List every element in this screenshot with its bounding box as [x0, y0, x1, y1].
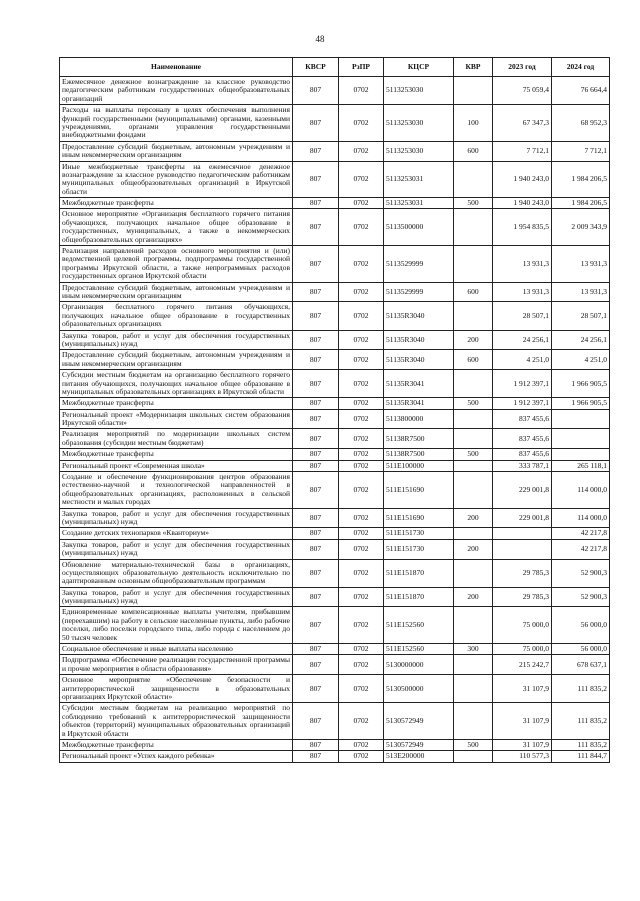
row-rzpr: 0702 — [339, 302, 384, 330]
row-value-2024: 4 251,0 — [552, 350, 610, 370]
row-rzpr: 0702 — [339, 539, 384, 559]
row-name: Региональный проект «Успех каждого ребенка» — [60, 751, 293, 762]
row-kcsr: 511E151690 — [384, 508, 454, 528]
row-kcsr: 5113800000 — [384, 409, 454, 429]
row-name: Региональный проект «Модернизация школьных систем образования Иркутской области» — [60, 409, 293, 429]
row-value-2023: 13 931,3 — [493, 246, 552, 283]
table-row — [60, 449, 610, 460]
table-row — [60, 655, 610, 675]
row-kvr — [454, 302, 493, 330]
row-kvr: 500 — [454, 398, 493, 409]
row-name: Создание детских технопарков «Кванториум» — [60, 528, 293, 539]
row-value-2023: 1 912 397,1 — [493, 398, 552, 409]
row-kvr — [454, 161, 493, 198]
row-kvsr: 807 — [293, 559, 339, 587]
row-value-2024: 114 000,0 — [552, 472, 610, 509]
row-name: Межбюджетные трансферты — [60, 449, 293, 460]
row-kvr — [454, 460, 493, 471]
row-rzpr: 0702 — [339, 429, 384, 449]
row-kvsr: 807 — [293, 655, 339, 675]
row-name: Расходы на выплаты персоналу в целях обеспечения выполнения функций государственными (муниципальными) органами, казенными учреждениями, органами управления государственными внебюджетными фондами — [60, 105, 293, 142]
row-kvr — [454, 429, 493, 449]
row-kvsr: 807 — [293, 161, 339, 198]
row-kcsr: 51138R7500 — [384, 449, 454, 460]
row-kvsr: 807 — [293, 429, 339, 449]
table-row — [60, 370, 610, 398]
table-row — [60, 539, 610, 559]
table-row — [60, 460, 610, 471]
row-value-2023: 215 242,7 — [493, 655, 552, 675]
page-number: 48 — [315, 34, 325, 44]
row-kcsr: 5113529999 — [384, 282, 454, 302]
row-rzpr: 0702 — [339, 105, 384, 142]
row-value-2023 — [493, 528, 552, 539]
table-row — [60, 141, 610, 161]
row-name: Межбюджетные трансферты — [60, 398, 293, 409]
table-row — [60, 703, 610, 740]
row-kcsr: 5130000000 — [384, 655, 454, 675]
row-kvsr: 807 — [293, 282, 339, 302]
row-value-2023: 24 256,1 — [493, 330, 552, 350]
table-row — [60, 409, 610, 429]
row-kvsr: 807 — [293, 675, 339, 703]
row-name: Ежемесячное денежное вознаграждение за классное руководство педагогическим работникам государственных общеобразовательных организаций — [60, 77, 293, 105]
header-kvsr: КВСР — [293, 58, 339, 77]
row-value-2024: 7 712,1 — [552, 141, 610, 161]
row-rzpr: 0702 — [339, 587, 384, 607]
row-value-2024: 1 984 206,5 — [552, 198, 610, 209]
row-kcsr: 5113500000 — [384, 209, 454, 246]
table-row — [60, 246, 610, 283]
row-name: Иные межбюджетные трансферты на ежемесячное денежное вознаграждение за классное руководство педагогическим работникам муниципальных общеобразовательных организаций в Иркутской области — [60, 161, 293, 198]
header-name: Наименование — [60, 58, 293, 77]
row-kvr — [454, 703, 493, 740]
row-kvr — [454, 77, 493, 105]
row-value-2024: 76 664,4 — [552, 77, 610, 105]
row-value-2024: 24 256,1 — [552, 330, 610, 350]
row-kvsr: 807 — [293, 528, 339, 539]
row-kvr: 200 — [454, 330, 493, 350]
row-kcsr: 513E200000 — [384, 751, 454, 762]
row-value-2024: 42 217,8 — [552, 528, 610, 539]
row-value-2024: 52 900,3 — [552, 559, 610, 587]
row-rzpr: 0702 — [339, 330, 384, 350]
table-row — [60, 751, 610, 762]
row-kvsr: 807 — [293, 350, 339, 370]
row-kcsr: 51135R3041 — [384, 398, 454, 409]
row-kvr — [454, 409, 493, 429]
row-value-2024: 56 000,0 — [552, 607, 610, 644]
row-kvr: 600 — [454, 350, 493, 370]
table-row — [60, 472, 610, 509]
row-rzpr: 0702 — [339, 559, 384, 587]
row-value-2023: 1 940 243,0 — [493, 161, 552, 198]
row-value-2024: 13 931,3 — [552, 282, 610, 302]
row-name: Предоставление субсидий бюджетным, автономным учреждениям и иным некоммерческим организациям — [60, 282, 293, 302]
row-name: Субсидии местным бюджетам на организацию бесплатного горячего питания обучающихся, получающих начальное общее образование в муниципальных образовательных организациях в Иркутской области — [60, 370, 293, 398]
row-kvsr: 807 — [293, 141, 339, 161]
row-name: Закупка товаров, работ и услуг для обеспечения государственных (муниципальных) нужд — [60, 508, 293, 528]
row-name: Закупка товаров, работ и услуг для обеспечения государственных (муниципальных) нужд — [60, 539, 293, 559]
row-kcsr: 511E100000 — [384, 460, 454, 471]
row-kcsr: 511E151730 — [384, 539, 454, 559]
row-kcsr: 511E152560 — [384, 607, 454, 644]
row-value-2023: 7 712,1 — [493, 141, 552, 161]
row-rzpr: 0702 — [339, 141, 384, 161]
row-kvsr: 807 — [293, 703, 339, 740]
row-kvsr: 807 — [293, 209, 339, 246]
row-kcsr: 51135R3040 — [384, 302, 454, 330]
row-kcsr: 51138R7500 — [384, 429, 454, 449]
row-name: Социальное обеспечение и иные выплаты населению — [60, 644, 293, 655]
row-rzpr: 0702 — [339, 644, 384, 655]
row-value-2023: 31 107,9 — [493, 675, 552, 703]
row-kcsr: 511E151870 — [384, 559, 454, 587]
row-kvr: 100 — [454, 105, 493, 142]
row-value-2024: 114 000,0 — [552, 508, 610, 528]
row-value-2023: 1 940 243,0 — [493, 198, 552, 209]
row-value-2023: 75 059,4 — [493, 77, 552, 105]
row-value-2024: 678 637,1 — [552, 655, 610, 675]
row-kcsr: 511E151730 — [384, 528, 454, 539]
row-rzpr: 0702 — [339, 198, 384, 209]
row-value-2024 — [552, 449, 610, 460]
table-row — [60, 198, 610, 209]
row-kvsr: 807 — [293, 539, 339, 559]
row-name: Основное мероприятие «Организация бесплатного горячего питания обучающихся, получающих начальное общее образование в государственных, муниципальных, а также в некоммерческих общеобразовательных организациях» — [60, 209, 293, 246]
table-row — [60, 330, 610, 350]
budget-table — [59, 57, 610, 763]
row-name: Единовременные компенсационные выплаты учителям, прибывшим (переехавшим) на работу в сельские населенные пункты, либо рабочие поселки, либо поселки городского типа, либо города с населением до 50 тысяч человек — [60, 607, 293, 644]
row-rzpr: 0702 — [339, 703, 384, 740]
table-row — [60, 607, 610, 644]
row-kcsr: 5113253030 — [384, 77, 454, 105]
row-kvr: 200 — [454, 539, 493, 559]
row-name: Организация бесплатного горячего питания обучающихся, получающих начальное общее образование в государственных образовательных организациях — [60, 302, 293, 330]
row-value-2023: 31 107,9 — [493, 739, 552, 750]
row-kvr: 500 — [454, 739, 493, 750]
header-rzpr: РзПР — [339, 58, 384, 77]
row-kvsr: 807 — [293, 105, 339, 142]
row-kvsr: 807 — [293, 246, 339, 283]
row-kvsr: 807 — [293, 449, 339, 460]
row-value-2023 — [493, 539, 552, 559]
header-kvr: КВР — [454, 58, 493, 77]
row-rzpr: 0702 — [339, 675, 384, 703]
row-kvr: 600 — [454, 282, 493, 302]
table-row — [60, 739, 610, 750]
row-value-2023: 31 107,9 — [493, 703, 552, 740]
row-value-2023: 837 455,6 — [493, 449, 552, 460]
table-row — [60, 398, 610, 409]
row-name: Закупка товаров, работ и услуг для обеспечения государственных (муниципальных) нужд — [60, 330, 293, 350]
row-kvr — [454, 246, 493, 283]
row-kvr — [454, 528, 493, 539]
row-value-2024: 111 844,7 — [552, 751, 610, 762]
table-row — [60, 528, 610, 539]
row-value-2023: 1 954 835,5 — [493, 209, 552, 246]
row-value-2024: 2 009 343,9 — [552, 209, 610, 246]
row-rzpr: 0702 — [339, 282, 384, 302]
row-value-2023: 67 347,3 — [493, 105, 552, 142]
header-kcsr: КЦСР — [384, 58, 454, 77]
row-name: Субсидии местным бюджетам на реализацию мероприятий по соблюдению требований к антитеррористической защищенности объектов (территорий) муниципальных образовательных организаций в Иркутской области — [60, 703, 293, 740]
row-kvsr: 807 — [293, 587, 339, 607]
row-kvr — [454, 607, 493, 644]
row-value-2023: 13 931,3 — [493, 282, 552, 302]
row-kvsr: 807 — [293, 198, 339, 209]
row-kvsr: 807 — [293, 739, 339, 750]
row-kcsr: 51135R3041 — [384, 370, 454, 398]
row-value-2024: 1 984 206,5 — [552, 161, 610, 198]
table-row — [60, 350, 610, 370]
row-value-2024: 265 118,1 — [552, 460, 610, 471]
row-name: Региональный проект «Современная школа» — [60, 460, 293, 471]
row-name: Основное мероприятие «Обеспечение безопасности и антитеррористической защищенности в образовательных организациях Иркутской области» — [60, 675, 293, 703]
row-kvr: 200 — [454, 508, 493, 528]
row-rzpr: 0702 — [339, 472, 384, 509]
row-name: Межбюджетные трансферты — [60, 198, 293, 209]
table-row — [60, 161, 610, 198]
row-kcsr: 5113529999 — [384, 246, 454, 283]
row-rzpr: 0702 — [339, 409, 384, 429]
row-value-2023: 229 001,8 — [493, 508, 552, 528]
row-name: Предоставление субсидий бюджетным, автономным учреждениям и иным некоммерческим организациям — [60, 350, 293, 370]
row-name: Реализация мероприятий по модернизации школьных систем образования (субсидии местным бюджетам) — [60, 429, 293, 449]
row-value-2023: 75 000,0 — [493, 607, 552, 644]
table-row — [60, 559, 610, 587]
row-value-2023: 4 251,0 — [493, 350, 552, 370]
row-name: Создание и обеспечение функционирования центров образования естественно-научной и технологической направленностей в общеобразовательных организациях, расположенных в сельской местности и малых городах — [60, 472, 293, 509]
row-kvsr: 807 — [293, 607, 339, 644]
table-row — [60, 77, 610, 105]
row-value-2023: 29 785,3 — [493, 587, 552, 607]
row-value-2024: 111 835,2 — [552, 739, 610, 750]
row-kvsr: 807 — [293, 644, 339, 655]
row-value-2023: 1 912 397,1 — [493, 370, 552, 398]
row-value-2023: 229 001,8 — [493, 472, 552, 509]
row-kvsr: 807 — [293, 472, 339, 509]
row-kcsr: 51135R3040 — [384, 350, 454, 370]
table-row — [60, 644, 610, 655]
row-value-2023: 333 787,1 — [493, 460, 552, 471]
row-rzpr: 0702 — [339, 370, 384, 398]
row-value-2024: 13 931,3 — [552, 246, 610, 283]
row-rzpr: 0702 — [339, 751, 384, 762]
row-kcsr: 511E152560 — [384, 644, 454, 655]
row-kvr: 500 — [454, 198, 493, 209]
row-kvr — [454, 655, 493, 675]
row-kcsr: 5130572949 — [384, 703, 454, 740]
row-kvr — [454, 675, 493, 703]
row-value-2024: 68 952,3 — [552, 105, 610, 142]
row-value-2024: 1 966 905,5 — [552, 370, 610, 398]
row-value-2024: 111 835,2 — [552, 675, 610, 703]
row-value-2024: 42 217,8 — [552, 539, 610, 559]
row-kvsr: 807 — [293, 398, 339, 409]
row-value-2024: 111 835,2 — [552, 703, 610, 740]
row-kvr: 600 — [454, 141, 493, 161]
row-name: Подпрограмма «Обеспечение реализации государственной программы и прочие мероприятия в области образования» — [60, 655, 293, 675]
row-rzpr: 0702 — [339, 350, 384, 370]
table-row — [60, 587, 610, 607]
row-name: Межбюджетные трансферты — [60, 739, 293, 750]
row-kcsr: 5113253030 — [384, 105, 454, 142]
row-kcsr: 511E151690 — [384, 472, 454, 509]
row-kvr — [454, 559, 493, 587]
row-rzpr: 0702 — [339, 161, 384, 198]
table-row — [60, 302, 610, 330]
row-kcsr: 51135R3040 — [384, 330, 454, 350]
row-kvr — [454, 472, 493, 509]
header-2023: 2023 год — [493, 58, 552, 77]
table-header-row — [60, 58, 610, 77]
row-rzpr: 0702 — [339, 460, 384, 471]
row-rzpr: 0702 — [339, 449, 384, 460]
row-rzpr: 0702 — [339, 77, 384, 105]
table-row — [60, 675, 610, 703]
row-kvr: 300 — [454, 644, 493, 655]
row-name: Предоставление субсидий бюджетным, автономным учреждениям и иным некоммерческим организациям — [60, 141, 293, 161]
row-name: Закупка товаров, работ и услуг для обеспечения государственных (муниципальных) нужд — [60, 587, 293, 607]
row-value-2023: 75 000,0 — [493, 644, 552, 655]
row-kcsr: 5113253031 — [384, 198, 454, 209]
row-kvsr: 807 — [293, 409, 339, 429]
row-kvr — [454, 370, 493, 398]
row-value-2023: 29 785,3 — [493, 559, 552, 587]
row-value-2024: 52 900,3 — [552, 587, 610, 607]
row-rzpr: 0702 — [339, 607, 384, 644]
row-rzpr: 0702 — [339, 508, 384, 528]
row-kcsr: 5130500000 — [384, 675, 454, 703]
row-value-2023: 28 507,1 — [493, 302, 552, 330]
row-rzpr: 0702 — [339, 528, 384, 539]
row-value-2024 — [552, 409, 610, 429]
row-kcsr: 5113253031 — [384, 161, 454, 198]
header-2024: 2024 год — [552, 58, 610, 77]
row-name: Реализация направлений расходов основного мероприятия и (или) ведомственной целевой программы, подпрограммы государственной программы Иркутской области, а также непрограммных расходов государственных органов Иркутской области — [60, 246, 293, 283]
row-value-2024: 56 000,0 — [552, 644, 610, 655]
row-value-2024: 28 507,1 — [552, 302, 610, 330]
row-value-2024: 1 966 905,5 — [552, 398, 610, 409]
row-value-2023: 837 455,6 — [493, 409, 552, 429]
row-kcsr: 5130572949 — [384, 739, 454, 750]
row-rzpr: 0702 — [339, 246, 384, 283]
row-kvsr: 807 — [293, 751, 339, 762]
row-rzpr: 0702 — [339, 655, 384, 675]
row-value-2024 — [552, 429, 610, 449]
row-name: Обновление материально-технической базы в организациях, осуществляющих образовательную деятельность исключительно по адаптированным основным общеобразовательным программам — [60, 559, 293, 587]
table-row — [60, 105, 610, 142]
row-kcsr: 5113253030 — [384, 141, 454, 161]
table-row — [60, 429, 610, 449]
row-kvsr: 807 — [293, 508, 339, 528]
row-kvsr: 807 — [293, 330, 339, 350]
table-row — [60, 209, 610, 246]
row-kcsr: 511E151870 — [384, 587, 454, 607]
table-row — [60, 508, 610, 528]
row-value-2023: 110 577,3 — [493, 751, 552, 762]
row-kvr: 200 — [454, 587, 493, 607]
row-kvr — [454, 751, 493, 762]
row-kvsr: 807 — [293, 77, 339, 105]
row-kvsr: 807 — [293, 460, 339, 471]
row-kvr — [454, 209, 493, 246]
row-value-2023: 837 455,6 — [493, 429, 552, 449]
table-row — [60, 282, 610, 302]
row-rzpr: 0702 — [339, 739, 384, 750]
row-kvsr: 807 — [293, 370, 339, 398]
row-kvsr: 807 — [293, 302, 339, 330]
row-rzpr: 0702 — [339, 398, 384, 409]
row-kvr: 500 — [454, 449, 493, 460]
row-rzpr: 0702 — [339, 209, 384, 246]
